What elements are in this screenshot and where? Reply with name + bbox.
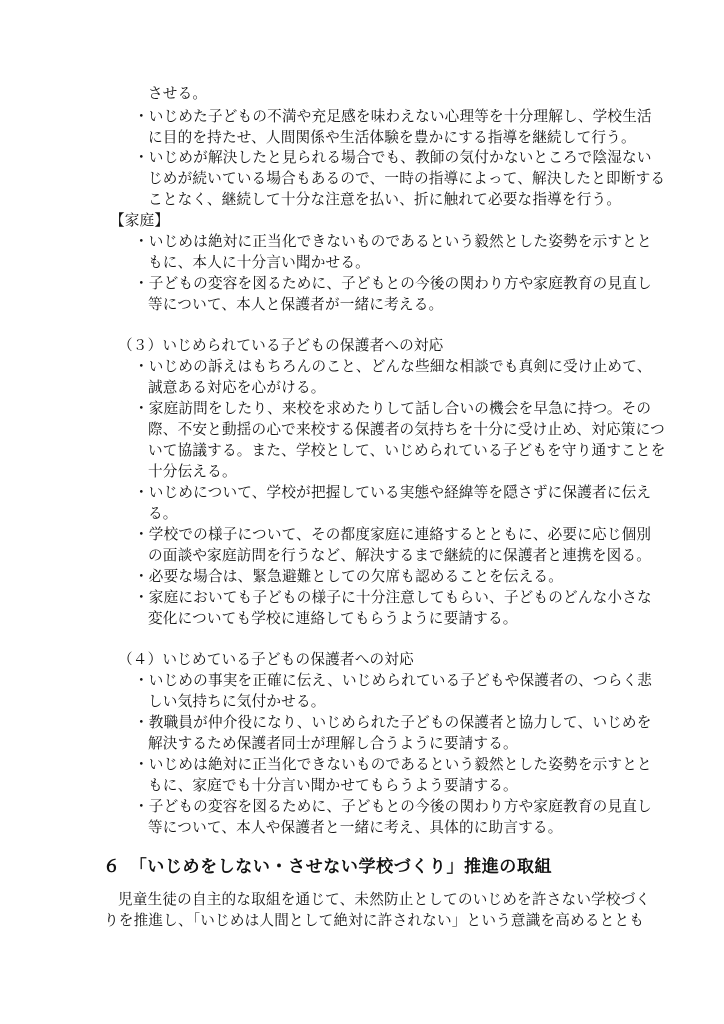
bullet-line: ・家庭訪問をしたり、来校を求めたりして話し合いの機会を早急に持つ。その [134, 400, 652, 417]
bullet-line: ことなく、継続して十分な注意を払い、折に触れて必要な指導を行う。 [148, 191, 622, 208]
bullet-line: ・いじめについて、学校が把握している実態や経緯等を隠さずに保護者に伝え [134, 484, 652, 501]
bullet-line: ・いじめの事実を正確に伝え、いじめられている子どもや保護者の、つらく悲 [134, 672, 653, 689]
bullet-line: もに、本人に十分言い聞かせる。 [148, 254, 370, 271]
bullet-line: 変化についても学校に連絡してもらうように要請する。 [148, 610, 518, 627]
subsection-label: 【家庭】 [110, 212, 170, 229]
bullet-line: ・いじめは絶対に正当化できないものであるという毅然とした姿勢を示すとと [134, 756, 652, 773]
bullet-line: 等について、本人と保護者が一緒に考える。 [148, 296, 444, 313]
bullet-line: に目的を持たせ、人間関係や生活体験を豊かにする指導を継続して行う。 [148, 129, 636, 146]
bullet-line: ・いじめの訴えはもちろんのこと、どんな些細な相談でも真剣に受け止めて、 [134, 358, 652, 375]
section-heading: ６ 「いじめをしない・させない学校づくり」推進の取組 [103, 857, 553, 877]
bullet-line: ・必要な場合は、緊急避難としての欠席も認めることを伝える。 [134, 568, 564, 585]
bullet-line: 際、不安と動揺の心で来校する保護者の気持ちを十分に受け止め、対応策につ [148, 421, 665, 438]
bullet-line: いて協議する。また、学校として、いじめられている子どもを守り通すことを [148, 442, 666, 459]
bullet-line: ・子どもの変容を図るために、子どもとの今後の関わり方や家庭教育の見直し [134, 275, 652, 292]
bullet-line: ・教職員が仲介役になり、いじめられた子どもの保護者と協力して、いじめを [134, 714, 652, 731]
bullet-line: ・いじめた子どもの不満や充足感を味わえない心理等を十分理解し、学校生活 [134, 108, 652, 125]
paragraph-line: 児童生徒の自主的な取組を通じて、未然防止としてのいじめを許さない学校づく [118, 891, 651, 908]
bullet-line: ・家庭においても子どもの様子に十分注意してもらい、子どものどんな小さな [134, 589, 652, 606]
bullet-line: ・いじめは絶対に正当化できないものであるという毅然とした姿勢を示すとと [134, 233, 652, 250]
bullet-line: ・いじめが解決したと見られる場合でも、教師の気付かないところで陰湿ない [134, 149, 652, 166]
bullet-line: ・学校での様子について、その都度家庭に連絡するとともに、必要に応じ個別 [134, 526, 652, 543]
bullet-line: じめが続いている場合もあるので、一時の指導によって、解決したと即断する [148, 170, 666, 187]
bullet-line: 解決するため保護者同士が理解し合うように要請する。 [148, 735, 518, 752]
bullet-line: の面談や家庭訪問を行うなど、解決するまで継続的に保護者と連携を図る。 [148, 547, 651, 564]
bullet-line: 誠意ある対応を心がける。 [148, 379, 326, 396]
bullet-line: もに、家庭でも十分言い聞かせてもらうよう要請する。 [148, 777, 518, 794]
bullet-line: ・子どもの変容を図るために、子どもとの今後の関わり方や家庭教育の見直し [134, 798, 652, 815]
paragraph-line: りを推進し、「いじめは人間として絶対に許されない」という意識を高めるととも [104, 912, 645, 929]
bullet-line: る。 [148, 505, 178, 522]
continued-line: させる。 [148, 85, 208, 102]
bullet-line: 十分伝える。 [148, 463, 237, 480]
bullet-line: しい気持ちに気付かせる。 [148, 693, 326, 710]
bullet-line: 等について、本人や保護者と一緒に考え、具体的に助言する。 [148, 819, 563, 836]
section-title: （４）いじめている子どもの保護者への対応 [118, 651, 414, 668]
section-title: （３）いじめられている子どもの保護者への対応 [118, 337, 444, 354]
